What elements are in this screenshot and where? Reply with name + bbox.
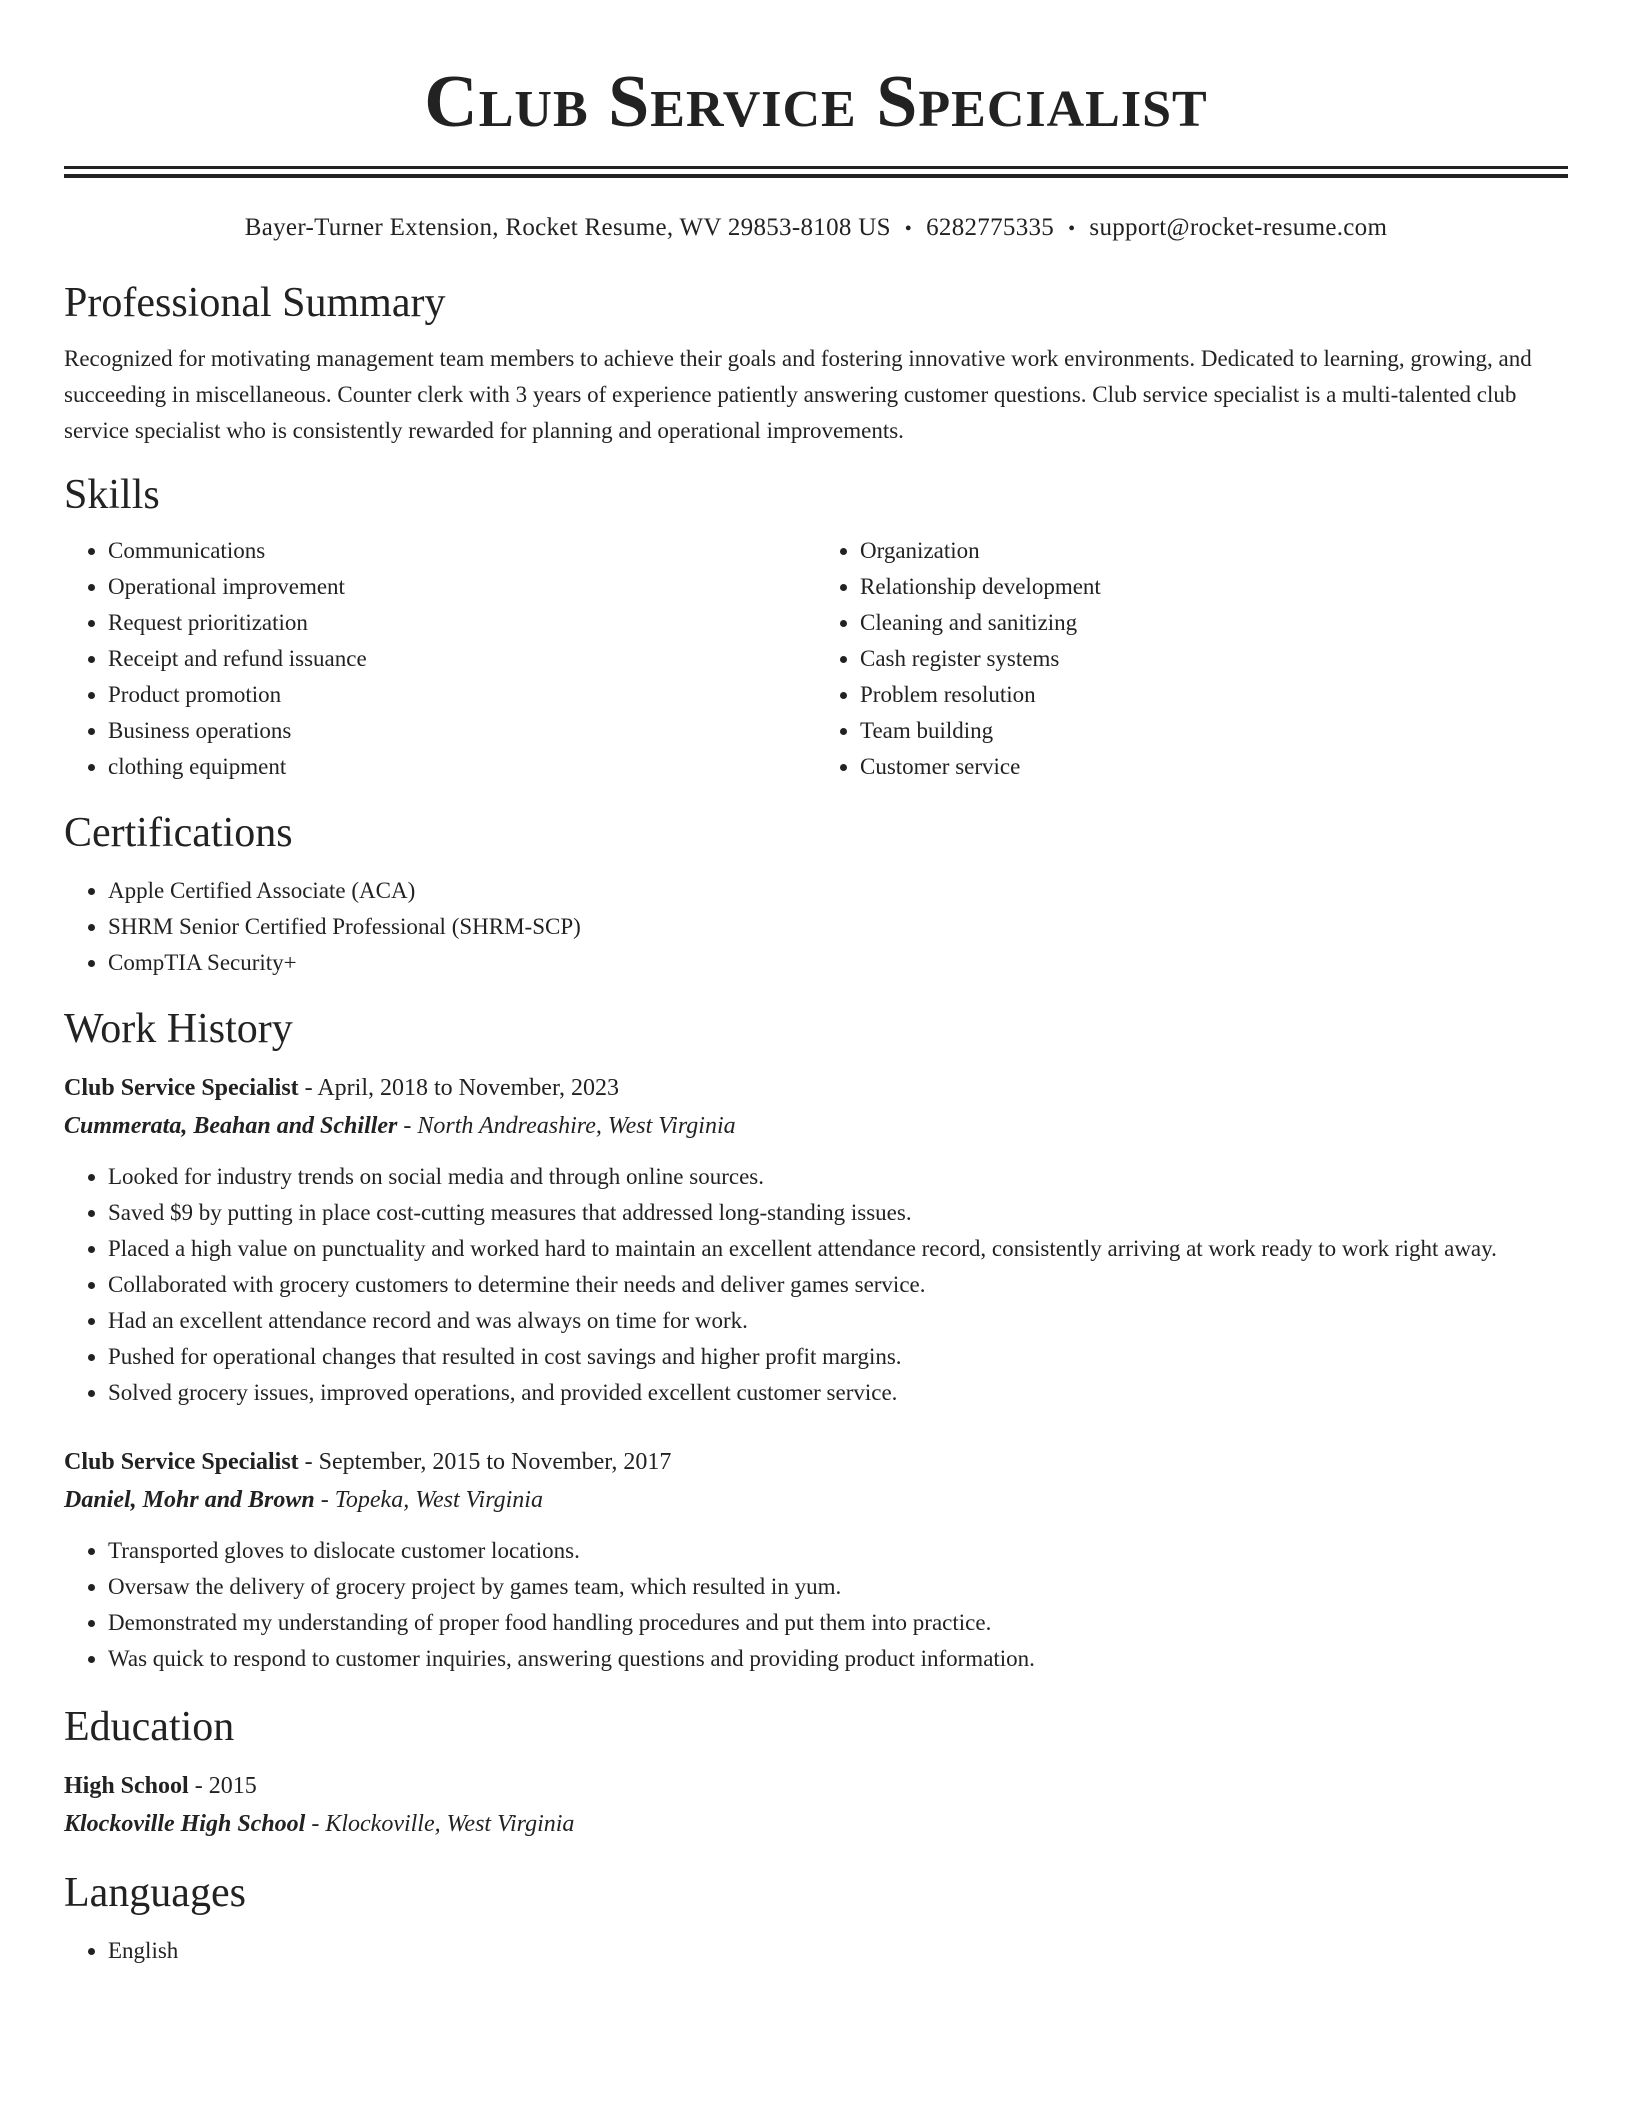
job-location: - Topeka, West Virginia: [314, 1487, 543, 1513]
skill-item: • clothing equipment: [108, 749, 816, 785]
job-title-line: [64, 1443, 1568, 1481]
job-bullet: • Oversaw the delivery of grocery project by games team, which resulted in yum.: [108, 1569, 1568, 1605]
job-bullet: • Looked for industry trends on social media and through online sources.: [108, 1159, 1568, 1195]
job-bullet: • Transported gloves to dislocate customer locations.: [108, 1533, 1568, 1569]
school-location: - Klockoville, West Virginia: [305, 1811, 575, 1837]
skill-item: • Business operations: [108, 713, 816, 749]
education-heading: Education: [64, 1704, 235, 1750]
job-bullet: • Had an excellent attendance record and was always on time for work.: [108, 1303, 1568, 1339]
skill-item: • Customer service: [860, 749, 1568, 785]
skills-right-list: [816, 533, 1568, 785]
contact-phone: 6282775335: [926, 214, 1055, 241]
skills-heading: Skills: [64, 472, 160, 518]
certification-item: • CompTIA Security+: [108, 945, 1568, 981]
job-bullets: [64, 1533, 1568, 1677]
skill-item: • Cleaning and sanitizing: [860, 605, 1568, 641]
skills-left-list: [64, 533, 816, 785]
education-year: - 2015: [188, 1773, 257, 1799]
summary-text: Recognized for motivating management team members to achieve their goals and fostering innovative work environments. Dedicated to learning, growing, and succeeding in miscellaneous. Counter clerk with 3 years of experience patiently answering customer questions. Club service specialist is a multi-talented club service specialist who is consistently rewarded for planning and operational improvements.: [64, 346, 1532, 443]
contact-line: [64, 208, 1568, 249]
summary-heading: Professional Summary: [64, 280, 446, 326]
school-name: Klockoville High School: [64, 1811, 306, 1837]
job-company: Daniel, Mohr and Brown: [64, 1487, 315, 1513]
languages-heading: Languages: [64, 1870, 246, 1916]
job-dates: - September, 2015 to November, 2017: [298, 1449, 672, 1475]
skill-item: • Operational improvement: [108, 569, 816, 605]
summary-section: [64, 275, 1568, 449]
skill-item: • Product promotion: [108, 677, 816, 713]
job-company: Cummerata, Beahan and Schiller: [64, 1113, 398, 1139]
skills-section: [64, 467, 1568, 785]
skill-item: • Problem resolution: [860, 677, 1568, 713]
certifications-heading: Certifications: [64, 810, 293, 856]
job-entry: [64, 1069, 1568, 1411]
degree: High School: [64, 1773, 189, 1799]
certifications-list: [64, 873, 1568, 981]
skill-item: • Team building: [860, 713, 1568, 749]
job-bullet: • Pushed for operational changes that resulted in cost savings and higher profit margins.: [108, 1339, 1568, 1375]
certification-item: • Apple Certified Associate (ACA): [108, 873, 1568, 909]
languages-list: [64, 1933, 1568, 1969]
skill-item: • Communications: [108, 533, 816, 569]
skill-item: • Cash register systems: [860, 641, 1568, 677]
contact-address: Bayer-Turner Extension, Rocket Resume, WV 29853-8108 US: [244, 214, 891, 241]
job-bullet: • Placed a high value on punctuality and worked hard to maintain an excellent attendance record, consistently arriving at work ready to work right away.: [108, 1231, 1568, 1267]
school-line: [64, 1805, 1568, 1843]
skill-item: • Relationship development: [860, 569, 1568, 605]
job-company-line: [64, 1107, 1568, 1145]
skill-item: • Organization: [860, 533, 1568, 569]
resume-page: [64, 0, 1568, 1969]
job-title-line: [64, 1069, 1568, 1107]
job-title: Club Service Specialist: [64, 1449, 299, 1475]
education-entry: [64, 1767, 1568, 1843]
work-history-heading: Work History: [64, 1006, 293, 1052]
job-bullet: • Demonstrated my understanding of proper food handling procedures and put them into practice.: [108, 1605, 1568, 1641]
skill-item: • Receipt and refund issuance: [108, 641, 816, 677]
skills-columns: [64, 533, 1568, 785]
job-bullet: • Was quick to respond to customer inquiries, answering questions and providing product information.: [108, 1641, 1568, 1677]
work-history-section: [64, 1001, 1568, 1677]
job-entry: [64, 1443, 1568, 1677]
certifications-section: [64, 805, 1568, 981]
contact-email[interactable]: support@rocket-resume.com: [1089, 214, 1388, 241]
header-double-rule: [64, 166, 1568, 178]
job-title: Club Service Specialist: [64, 1075, 299, 1101]
job-bullet: • Collaborated with grocery customers to determine their needs and deliver games service.: [108, 1267, 1568, 1303]
contact-separator: •: [904, 218, 913, 240]
job-bullets: [64, 1159, 1568, 1411]
job-bullet: • Saved $9 by putting in place cost-cutting measures that addressed long-standing issues.: [108, 1195, 1568, 1231]
skill-item: • Request prioritization: [108, 605, 816, 641]
education-section: [64, 1699, 1568, 1843]
languages-section: [64, 1865, 1568, 1969]
certification-item: • SHRM Senior Certified Professional (SHRM-SCP): [108, 909, 1568, 945]
job-company-line: [64, 1481, 1568, 1519]
job-dates: - April, 2018 to November, 2023: [298, 1075, 619, 1101]
resume-name: Club Service Specialist: [424, 61, 1208, 143]
language-item: • English: [108, 1933, 1568, 1969]
job-location: - North Andreashire, West Virginia: [397, 1113, 736, 1139]
contact-separator: •: [1068, 218, 1076, 240]
job-bullet: • Solved grocery issues, improved operations, and provided excellent customer service.: [108, 1375, 1568, 1411]
degree-line: [64, 1767, 1568, 1805]
